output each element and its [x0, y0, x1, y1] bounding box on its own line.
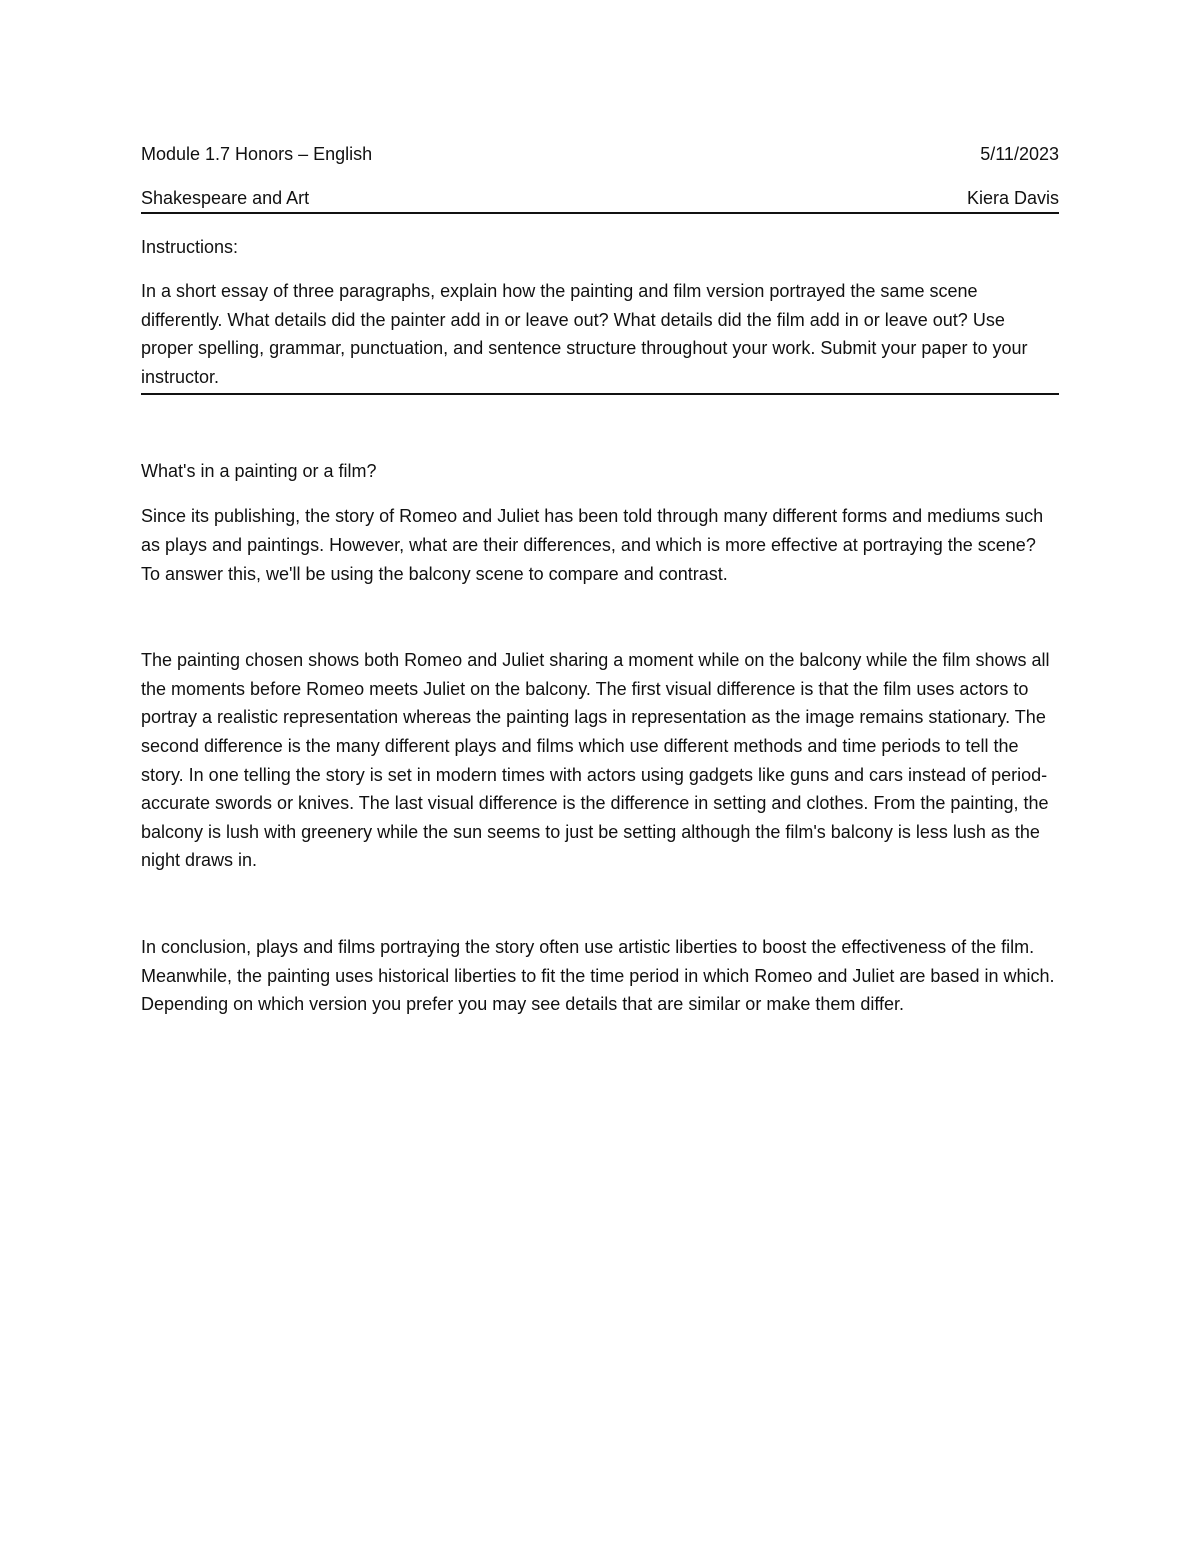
essay-paragraph-body: The painting chosen shows both Romeo and Juliet sharing a moment while on the balcony while the film shows all the moments before Romeo meets Juliet on the balcony. The first visual difference is that the film uses actors to portray a realistic representation whereas the painting lags in representation as the image remains stationary. The second difference is the many different plays and films which use different methods and time periods to tell the story. In one telling the story is set in modern times with actors using gadgets like guns and cars instead of period-accurate swords or knives. The last visual difference is the difference in setting and clothes. From the painting, the balcony is lush with greenery while the sun seems to just be setting although the film's balcony is less lush as the night draws in. [141, 650, 1050, 871]
author-name: Kiera Davis [966, 188, 1059, 208]
essay-paragraph-intro: Since its publishing, the story of Romeo and Juliet has been told through many different forms and mediums such as plays and paintings. However, what are their differences, and which is more effective at portraying the scene? To answer this, we'll be using the balcony scene to compare and contrast. [141, 506, 1044, 584]
assignment-title: Shakespeare and Art [141, 188, 310, 208]
assignment-date: 5/11/2023 [980, 144, 1059, 164]
course-title: Module 1.7 Honors – English [141, 144, 373, 164]
header-row-course [141, 140, 1059, 170]
instructions-text: In a short essay of three paragraphs, explain how the painting and film version portrayed the same scene differently. What details did the painter add in or leave out? What details did the film add in or leave out? Use proper spelling, grammar, punctuation, and sentence structure throughout your work. Submit your paper to your instructor. [141, 281, 1028, 387]
essay-paragraph-conclusion: In conclusion, plays and films portraying the story often use artistic liberties to boost the effectiveness of the film. Meanwhile, the painting uses historical liberties to fit the time period in which Romeo and Juliet are based in which. Depending on which version you prefer you may see details that are similar or make them differ. [141, 936, 1055, 1015]
instructions-divider [141, 393, 1059, 395]
document-page [141, 140, 1059, 1019]
essay-title: What's in a painting or a film? [141, 461, 377, 482]
header-divider [141, 212, 1059, 214]
instructions-label: Instructions: [141, 237, 239, 257]
header-row-assignment [141, 184, 1059, 212]
